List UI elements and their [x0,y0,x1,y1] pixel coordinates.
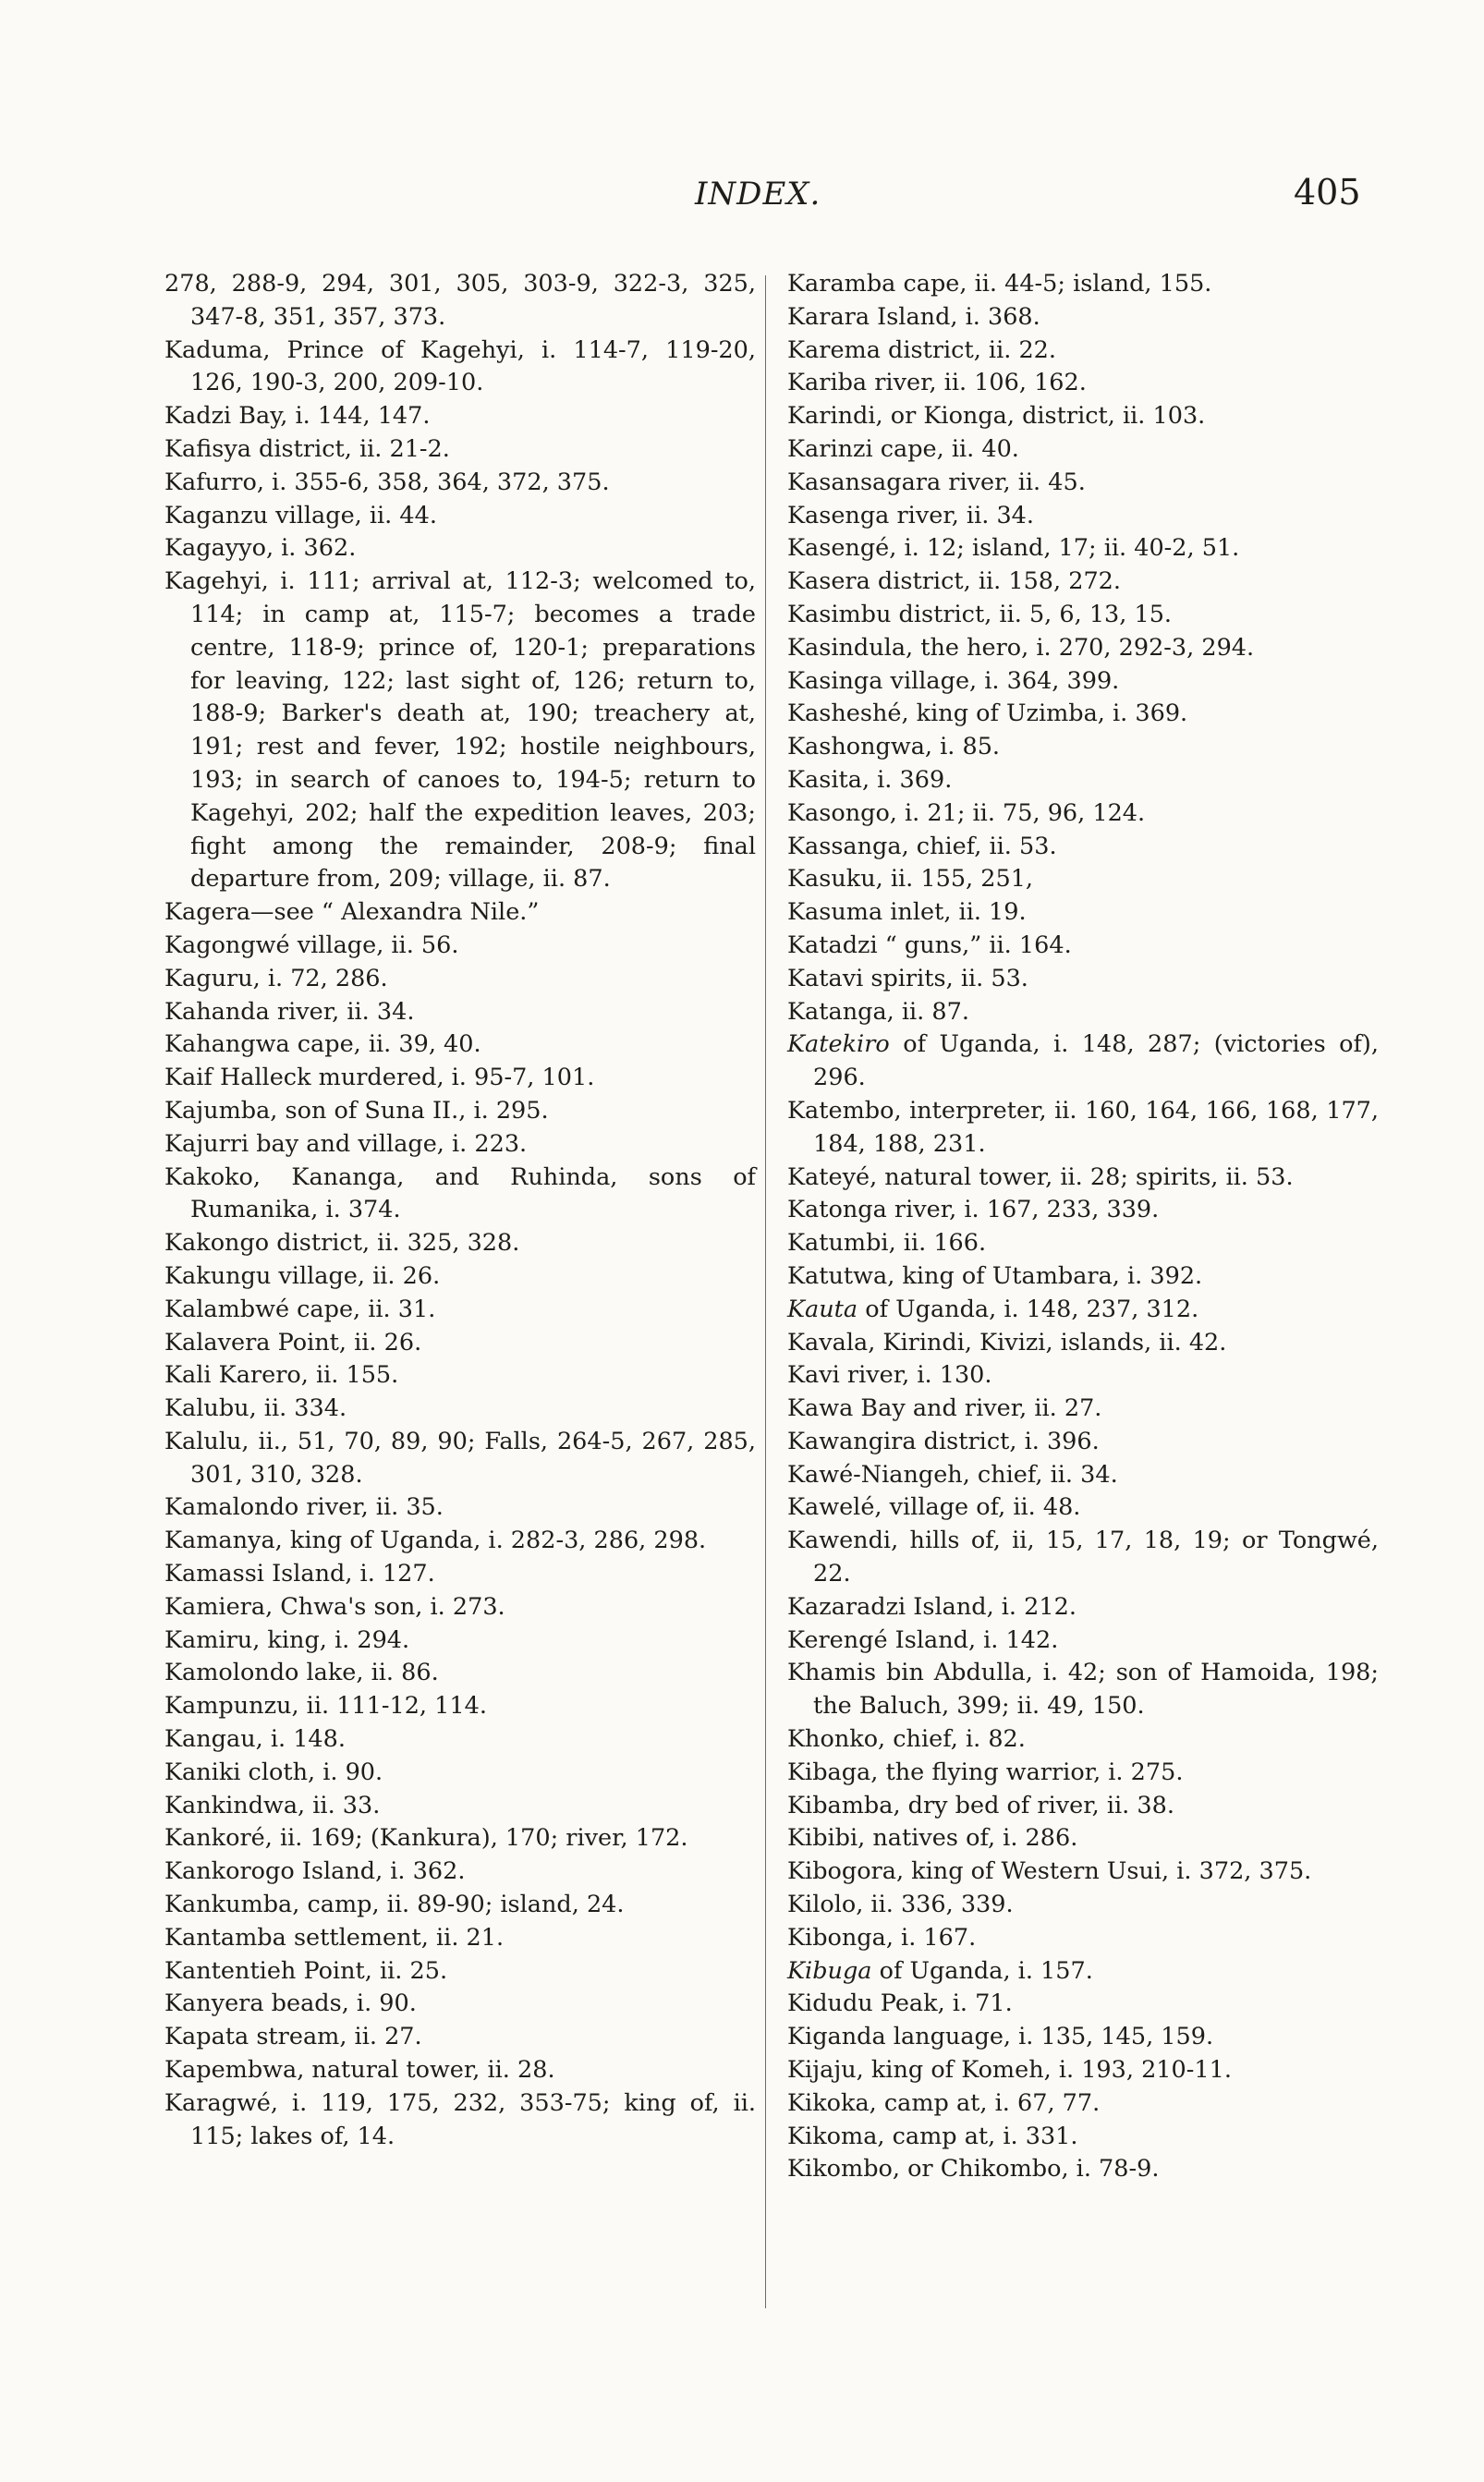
index-entry: Kikombo, or Chikombo, i. 78-9. [787,2155,1160,2184]
index-entry: Kikoka, camp at, i. 67, 77. [787,2088,1101,2117]
index-entry: Kilolo, ii. 336, 339. [787,1891,1014,1919]
index-entry: Katonga river, i. 167, 233, 339. [787,1196,1160,1224]
column-divider [765,275,766,2308]
index-entry: Kibonga, i. 167. [787,1923,977,1952]
index-entry: Karema district, ii. 22. [787,335,1056,364]
index-entry: Kagera—see “ Alexandra Nile.” [164,898,540,927]
index-entry: Kariba river, ii. 106, 162. [787,369,1087,397]
index-entry: Karagwé, i. 119, 175, 232, 353-75; king of, ii. 115; lakes of, 14. [164,2088,756,2150]
index-entry: Katekiro of Uganda, i. 148, 287; (victories of), 296. [787,1030,1379,1092]
index-entry: Kibogora, king of Western Usui, i. 372, 375. [787,1857,1312,1886]
left-index-column [164,268,756,2153]
index-entry: Kasinga village, i. 364, 399. [787,666,1120,695]
index-entry: Kawangira district, i. 396. [787,1427,1100,1455]
index-entry: Kafisya district, ii. 21-2. [164,434,450,463]
index-entry: 278, 288-9, 294, 301, 305, 303-9, 322-3, 325, 347-8, 351, 357, 373. [164,270,756,331]
index-entry: Kijaju, king of Komeh, i. 193, 210-11. [787,2056,1232,2085]
index-entry: Kibaga, the flying warrior, i. 275. [787,1758,1184,1786]
index-entry: Kantentieh Point, ii. 25. [164,1956,448,1985]
index-entry: Kawé-Niangeh, chief, ii. 34. [787,1460,1118,1489]
index-entry: Kampunzu, ii. 111-12, 114. [164,1692,487,1721]
index-entry: Kangau, i. 148. [164,1725,346,1754]
index-entry: Kalulu, ii., 51, 70, 89, 90; Falls, 264-5, 267, 285, 301, 310, 328. [164,1427,756,1489]
index-entry: Kalambwé cape, ii. 31. [164,1295,436,1323]
index-entry: Kasimbu district, ii. 5, 6, 13, 15. [787,600,1173,628]
index-entry: Kavala, Kirindi, Kivizi, islands, ii. 42. [787,1328,1227,1357]
index-entry: Kankumba, camp, ii. 89-90; island, 24. [164,1891,625,1919]
index-entry: Kasheshé, king of Uzimba, i. 369. [787,700,1188,728]
index-entry: Kamassi Island, i. 127. [164,1560,435,1588]
index-entry: Kanyera beads, i. 90. [164,1989,417,2018]
index-entry: Kerengé Island, i. 142. [787,1625,1059,1654]
index-entry: Kamiera, Chwa's son, i. 273. [164,1592,505,1621]
index-entry: Kasengé, i. 12; island, 17; ii. 40-2, 51. [787,534,1240,563]
index-entry: Kashongwa, i. 85. [787,733,1001,761]
italic-headword: Katekiro [787,1030,890,1059]
index-entry: Katutwa, king of Utambara, i. 392. [787,1261,1203,1290]
index-entry: Katumbi, ii. 166. [787,1229,987,1258]
index-entry: Kamiru, king, i. 294. [164,1625,410,1654]
index-entry: Kagehyi, i. 111; arrival at, 112-3; welcomed to, 114; in camp at, 115-7; becomes a trade centre, 118-9; prince of, 120-1; preparations for leaving, 122; last sight of, 126; return to, 188-9; Barker's death at, 190; treachery at, 191; rest and fever, 192; hostile neighbours, 193; in search of canoes to, 194-5; return to Kagehyi, 202; half the expedition leaves, 203; fight among the remainder, 208-9; final departure from, 209; village, ii. 87. [164,567,756,894]
index-entry: Kateyé, natural tower, ii. 28; spirits, ii. 53. [787,1162,1294,1191]
index-entry: Kasuma inlet, ii. 19. [787,898,1027,927]
index-entry: Kaduma, Prince of Kagehyi, i. 114-7, 119-20, 126, 190-3, 200, 209-10. [164,335,756,397]
index-entry: Khonko, chief, i. 82. [787,1725,1026,1754]
index-entry: Kawendi, hills of, ii, 15, 17, 18, 19; or Tongwé, 22. [787,1527,1379,1588]
index-entry: Kikoma, camp at, i. 331. [787,2122,1078,2150]
index-entry: Kantamba settlement, ii. 21. [164,1923,505,1952]
index-entry: Kamanya, king of Uganda, i. 282-3, 286, 298. [164,1527,707,1555]
index-entry: Kassanga, chief, ii. 53. [787,832,1057,860]
index-entry: Kaif Halleck murdered, i. 95-7, 101. [164,1064,595,1092]
index-entry: Kaganzu village, ii. 44. [164,501,437,529]
index-entry: Kaguru, i. 72, 286. [164,964,388,992]
italic-headword: Kauta [787,1295,858,1323]
index-entry: Kasera district, ii. 158, 272. [787,567,1122,596]
index-entry: Kakongo district, ii. 325, 328. [164,1229,520,1258]
index-entry: Kahangwa cape, ii. 39, 40. [164,1030,481,1059]
index-entry: Khamis bin Abdulla, i. 42; son of Hamoida, 198; the Baluch, 399; ii. 49, 150. [787,1659,1379,1721]
index-entry: Kasongo, i. 21; ii. 75, 96, 124. [787,798,1146,827]
running-title: INDEX. [695,176,821,213]
index-entry: Kapata stream, ii. 27. [164,2023,422,2051]
index-entry: Kafurro, i. 355-6, 358, 364, 372, 375. [164,468,610,496]
index-entry: Kawa Bay and river, ii. 27. [787,1394,1102,1423]
index-entry: Kajurri bay and village, i. 223. [164,1129,528,1158]
index-entry: Kakungu village, ii. 26. [164,1261,441,1290]
index-entry: Kapembwa, natural tower, ii. 28. [164,2056,555,2085]
index-entry: Kamalondo river, ii. 35. [164,1493,444,1522]
index-entry: Kagayyo, i. 362. [164,534,357,563]
index-entry: Kajumba, son of Suna II., i. 295. [164,1096,549,1125]
index-entry: Kauta of Uganda, i. 148, 237, 312. [787,1295,1199,1323]
index-entry: Kidudu Peak, i. 71. [787,1989,1013,2018]
index-entry: Kibuga of Uganda, i. 157. [787,1956,1093,1985]
index-entry: Kasindula, the hero, i. 270, 292-3, 294. [787,633,1255,662]
index-entry: Kahanda river, ii. 34. [164,997,415,1026]
index-entry: Kagongwé village, ii. 56. [164,931,459,959]
index-entry: Kamolondo lake, ii. 86. [164,1659,439,1687]
index-entry: Karindi, or Kionga, district, ii. 103. [787,402,1206,431]
index-entry: Kibibi, natives of, i. 286. [787,1824,1078,1853]
index-entry: Karinzi cape, ii. 40. [787,434,1019,463]
index-entry: Katavi spirits, ii. 53. [787,964,1028,992]
index-entry: Kankindwa, ii. 33. [164,1791,381,1819]
index-entry: Kasuku, ii. 155, 251, [787,865,1034,894]
index-entry: Kazaradzi Island, i. 212. [787,1592,1077,1621]
index-entry: Kasansagara river, ii. 45. [787,468,1086,496]
italic-headword: Kibuga [787,1956,872,1985]
page-header [0,172,1484,222]
index-entry: Kadzi Bay, i. 144, 147. [164,402,431,431]
index-entry: Kankorogo Island, i. 362. [164,1857,466,1886]
index-entry: Katanga, ii. 87. [787,997,969,1026]
index-entry: Kasenga river, ii. 34. [787,501,1035,529]
index-entry: Kawelé, village of, ii. 48. [787,1493,1081,1522]
index-entry: Kiganda language, i. 135, 145, 159. [787,2023,1214,2051]
index-entry: Kasita, i. 369. [787,765,953,794]
index-entry: Karamba cape, ii. 44-5; island, 155. [787,270,1212,298]
page-number: 405 [1294,172,1361,213]
index-entry: Kibamba, dry bed of river, ii. 38. [787,1791,1174,1819]
index-entry: Katadzi “ guns,” ii. 164. [787,931,1072,959]
index-entry: Karara Island, i. 368. [787,302,1040,331]
index-entry: Kali Karero, ii. 155. [164,1361,399,1390]
index-entry: Kavi river, i. 130. [787,1361,992,1390]
index-entry: Katembo, interpreter, ii. 160, 164, 166, 168, 177, 184, 188, 231. [787,1096,1379,1158]
index-entry: Kalubu, ii. 334. [164,1394,347,1423]
index-entry: Kankoré, ii. 169; (Kankura), 170; river, 172. [164,1824,688,1853]
right-index-column [787,268,1379,2186]
index-entry: Kakoko, Kananga, and Ruhinda, sons of Rumanika, i. 374. [164,1162,756,1224]
index-entry: Kaniki cloth, i. 90. [164,1758,383,1786]
index-entry: Kalavera Point, ii. 26. [164,1328,422,1357]
